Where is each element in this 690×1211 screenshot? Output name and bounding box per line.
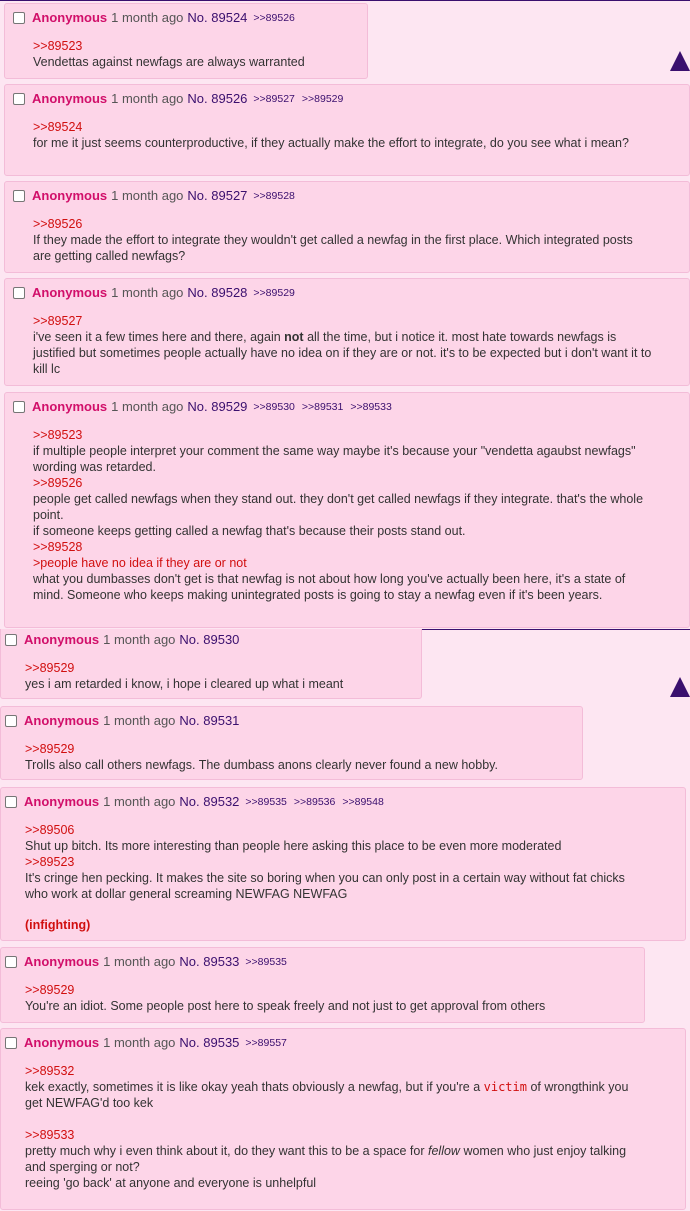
post-body [33,427,653,603]
scroll-up-triangle-icon[interactable] [670,51,690,71]
post-header [5,713,245,728]
post-body [33,38,331,70]
post-number-link[interactable]: No. 89535 [179,1035,240,1050]
post-body [25,982,608,1014]
post [4,84,690,176]
post-header [5,1035,294,1050]
post-time: 1 month ago [111,91,184,106]
poster-name: Anonymous [24,954,100,969]
post-number-link[interactable]: No. 89533 [179,954,240,969]
quote-link[interactable]: >>89529 [25,742,75,756]
moderation-note: (infighting) [25,918,91,932]
post-body [25,741,546,773]
post-body [25,660,385,692]
poster-name: Anonymous [32,285,108,300]
post-time: 1 month ago [103,794,176,809]
post-number-link[interactable]: No. 89530 [179,632,240,647]
checkbox-icon[interactable] [13,12,25,24]
post-text: kek exactly, sometimes it is like okay yeah thats obviously a newfag, but if you're a victim of wrongthink you get NEWFAG'd too kek [25,1080,629,1110]
post [4,3,368,79]
backlink[interactable]: >>89530 [253,400,295,413]
poster-name: Anonymous [32,91,108,106]
spoiler-word: victim [483,1080,527,1094]
post-number-link[interactable]: No. 89528 [187,285,248,300]
backlink[interactable]: >>89533 [350,400,392,413]
quote-link[interactable]: >>89523 [33,39,83,53]
post-body [25,822,649,933]
post-time: 1 month ago [111,10,184,25]
quote-link[interactable]: >>89529 [25,983,75,997]
post [0,787,686,941]
post-text: pretty much why i even think about it, do they want this to be a space for fellow women who just enjoy talking and sperging or not? [25,1144,627,1174]
poster-name: Anonymous [32,10,108,25]
post-text: reeing 'go back' at anyone and everyone is unhelpful [25,1176,317,1190]
post-text: Vendettas against newfags are always warranted [33,55,305,69]
post-header [13,188,302,203]
post [0,629,422,699]
quote-link[interactable]: >>89528 [33,540,83,554]
checkbox-icon[interactable] [5,796,17,808]
quote-link[interactable]: >>89533 [25,1128,75,1142]
backlink[interactable]: >>89557 [245,1036,287,1049]
backlink[interactable]: >>89535 [245,795,287,808]
checkbox-icon[interactable] [5,1037,17,1049]
post-header [13,10,302,25]
post-text: what you dumbasses don't get is that newfag is not about how long you've actually been here, it's a state of mind. Someone who keeps making unintegrated posts is going to stay a newfag even if it's been years. [33,572,626,602]
post [4,392,690,628]
post-time: 1 month ago [111,188,184,203]
post [0,706,583,780]
post-header [5,954,294,969]
post-text: If they made the effort to integrate they wouldn't get called a newfag in the first place. Which integrated posts are getting called newfags? [33,233,633,263]
quote-link[interactable]: >>89527 [33,314,83,328]
line-gap [25,1111,649,1127]
poster-name: Anonymous [24,1035,100,1050]
poster-name: Anonymous [32,399,108,414]
post-text: if someone keeps getting called a newfag that's because their posts stand out. [33,524,466,538]
post [0,1028,686,1210]
post-time: 1 month ago [103,1035,176,1050]
post [4,181,690,273]
post-text: You're an idiot. Some people post here to speak freely and not just to get approval from others [25,999,546,1013]
checkbox-icon[interactable] [13,93,25,105]
backlink[interactable]: >>89536 [293,795,336,808]
post-time: 1 month ago [103,713,176,728]
post-text: i've seen it a few times here and there, again not all the time, but i notice it. most hate towards newfags is justified but sometimes people actually have no idea on if they are or not. it's to be expected but i don't want it to kill lc [33,330,652,376]
backlink[interactable]: >>89535 [245,955,287,968]
quote-link[interactable]: >>89523 [25,855,75,869]
quote-link[interactable]: >>89529 [25,661,75,675]
post-header [13,399,399,414]
checkbox-icon[interactable] [5,715,17,727]
quote-link[interactable]: >>89506 [25,823,75,837]
checkbox-icon[interactable] [5,634,17,646]
post-time: 1 month ago [103,954,176,969]
checkbox-icon[interactable] [13,190,25,202]
poster-name: Anonymous [32,188,108,203]
post-time: 1 month ago [103,632,176,647]
quote-link[interactable]: >>89532 [25,1064,75,1078]
backlink[interactable]: >>89528 [253,189,295,202]
post-text: for me it just seems counterproductive, if they actually make the effort to integrate, do you see what i mean? [33,136,629,150]
post-header [5,632,245,647]
quote-link[interactable]: >>89526 [33,217,83,231]
post-number-link[interactable]: No. 89524 [187,10,248,25]
scroll-up-triangle-icon[interactable] [670,677,690,697]
thread-frame-bottom [0,629,690,1211]
post-number-link[interactable]: No. 89526 [187,91,248,106]
post-number-link[interactable]: No. 89527 [187,188,248,203]
backlink[interactable]: >>89531 [301,400,344,413]
backlink[interactable]: >>89548 [342,795,384,808]
checkbox-icon[interactable] [13,287,25,299]
post-body [33,313,653,377]
post [4,278,690,386]
post-time: 1 month ago [111,399,184,414]
backlink[interactable]: >>89529 [253,286,295,299]
post-header [5,794,391,809]
quote-link[interactable]: >>89523 [33,428,83,442]
quote-link[interactable]: >>89526 [33,476,83,490]
backlink[interactable]: >>89529 [301,92,344,105]
backlink[interactable]: >>89527 [253,92,295,105]
post-header [13,91,350,106]
post-text: Shut up bitch. Its more interesting than people here asking this place to be even more moderated [25,839,562,853]
post-time: 1 month ago [111,285,184,300]
greentext-quote: >people have no idea if they are or not [33,556,247,570]
checkbox-icon[interactable] [13,401,25,413]
poster-name: Anonymous [24,632,100,647]
backlink[interactable]: >>89526 [253,11,295,24]
poster-name: Anonymous [24,713,100,728]
post-text: if multiple people interpret your comment the same way maybe it's because your "vendetta agaubst newfags" wording was retarded. [33,444,636,474]
post-body [33,216,653,264]
post-number-link[interactable]: No. 89532 [179,794,240,809]
post-text: Trolls also call others newfags. The dumbass anons clearly never found a new hobby. [25,758,498,772]
post-number-link[interactable]: No. 89531 [179,713,240,728]
post-number-link[interactable]: No. 89529 [187,399,248,414]
post-text: people get called newfags when they stand out. they don't get called newfags if they integrate. that's the whole point. [33,492,644,522]
post-body [33,119,653,151]
post [0,947,645,1023]
quote-link[interactable]: >>89524 [33,120,83,134]
post-body [25,1063,649,1191]
checkbox-icon[interactable] [5,956,17,968]
poster-name: Anonymous [24,794,100,809]
post-text: It's cringe hen pecking. It makes the site so boring when you can only post in a certain way without fat chicks who work at dollar general screaming NEWFAG NEWFAG [25,871,625,901]
post-text: yes i am retarded i know, i hope i cleared up what i meant [25,677,344,691]
post-header [13,285,302,300]
